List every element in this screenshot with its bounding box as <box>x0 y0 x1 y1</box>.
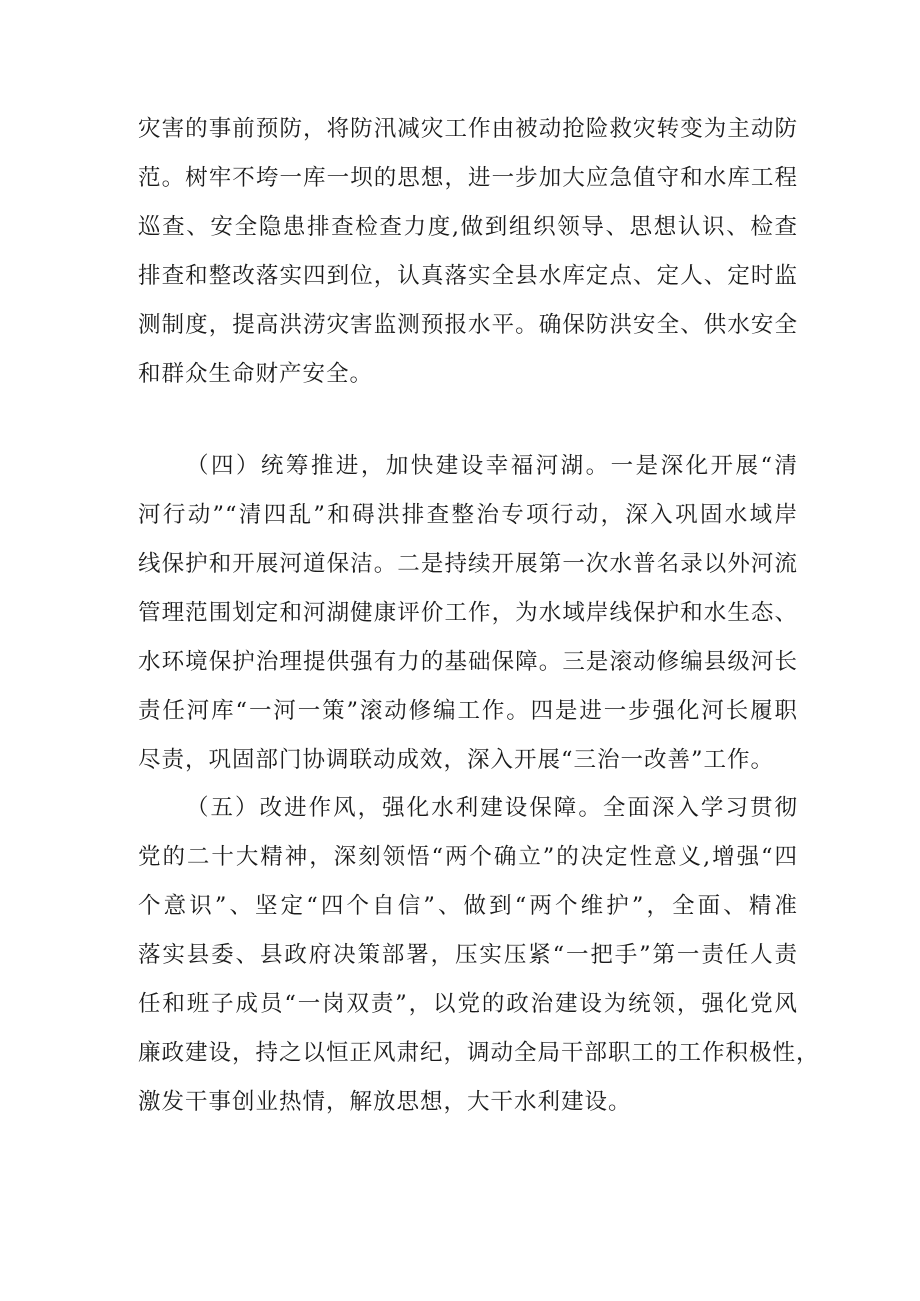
text-line: 责任河库“一河一策”滚动修编工作。四是进一步强化河长履职 <box>138 698 798 724</box>
text-line: 尽责，巩固部门协调联动成效，深入开展“三治一改善”工作。 <box>138 747 775 773</box>
text-line: （四）统筹推进，加快建设幸福河湖。一是深化开展“清 <box>186 453 798 479</box>
text-line: 管理范围划定和河湖健康评价工作，为水域岸线保护和水生态、 <box>138 600 798 626</box>
text-line: 范。树牢不垮一库一坝的思想，进一步加大应急值守和水库工程 <box>138 165 798 191</box>
text-line: 水环境保护治理提供强有力的基础保障。三是滚动修编县级河长 <box>138 649 798 675</box>
paragraph-disaster-prevention <box>138 105 798 399</box>
text-line: （五）改进作风，强化水利建设保障。全面深入学习贯彻 <box>186 795 798 821</box>
text-line: 排查和整改落实四到位，认真落实全县水库定点、定人、定时监 <box>138 263 798 289</box>
text-line: 任和班子成员“一岗双责”，以党的政治建设为统领，强化党风 <box>138 991 798 1017</box>
text-line: 河行动”“清四乱”和碍洪排查整治专项行动，深入巩固水域岸 <box>138 502 798 528</box>
paragraph-happy-rivers <box>138 442 798 785</box>
text-line: 线保护和开展河道保洁。二是持续开展第一次水普名录以外河流 <box>138 551 798 577</box>
paragraph-work-style <box>138 784 820 1127</box>
text-line: 落实县委、县政府决策部署，压实压紧“一把手”第一责任人责 <box>138 942 798 968</box>
text-line: 巡查、安全隐患排查检查力度,做到组织领导、思想认识、检查 <box>138 214 798 240</box>
text-line: 个意识”、坚定“四个自信”、做到“两个维护”，全面、精准 <box>138 893 798 919</box>
text-line: 廉政建设，持之以恒正风肃纪，调动全局干部职工的工作积极性， <box>138 1040 820 1066</box>
text-line: 党的二十大精神，深刻领悟“两个确立”的决定性意义,增强“四 <box>138 844 798 870</box>
text-line: 和群众生命财产安全。 <box>138 361 374 387</box>
text-line: 灾害的事前预防，将防汛减灾工作由被动抢险救灾转变为主动防 <box>138 116 798 142</box>
text-line: 激发干事创业热情，解放思想，大干水利建设。 <box>138 1089 632 1115</box>
text-line: 测制度，提高洪涝灾害监测预报水平。确保防洪安全、供水安全 <box>138 312 798 338</box>
